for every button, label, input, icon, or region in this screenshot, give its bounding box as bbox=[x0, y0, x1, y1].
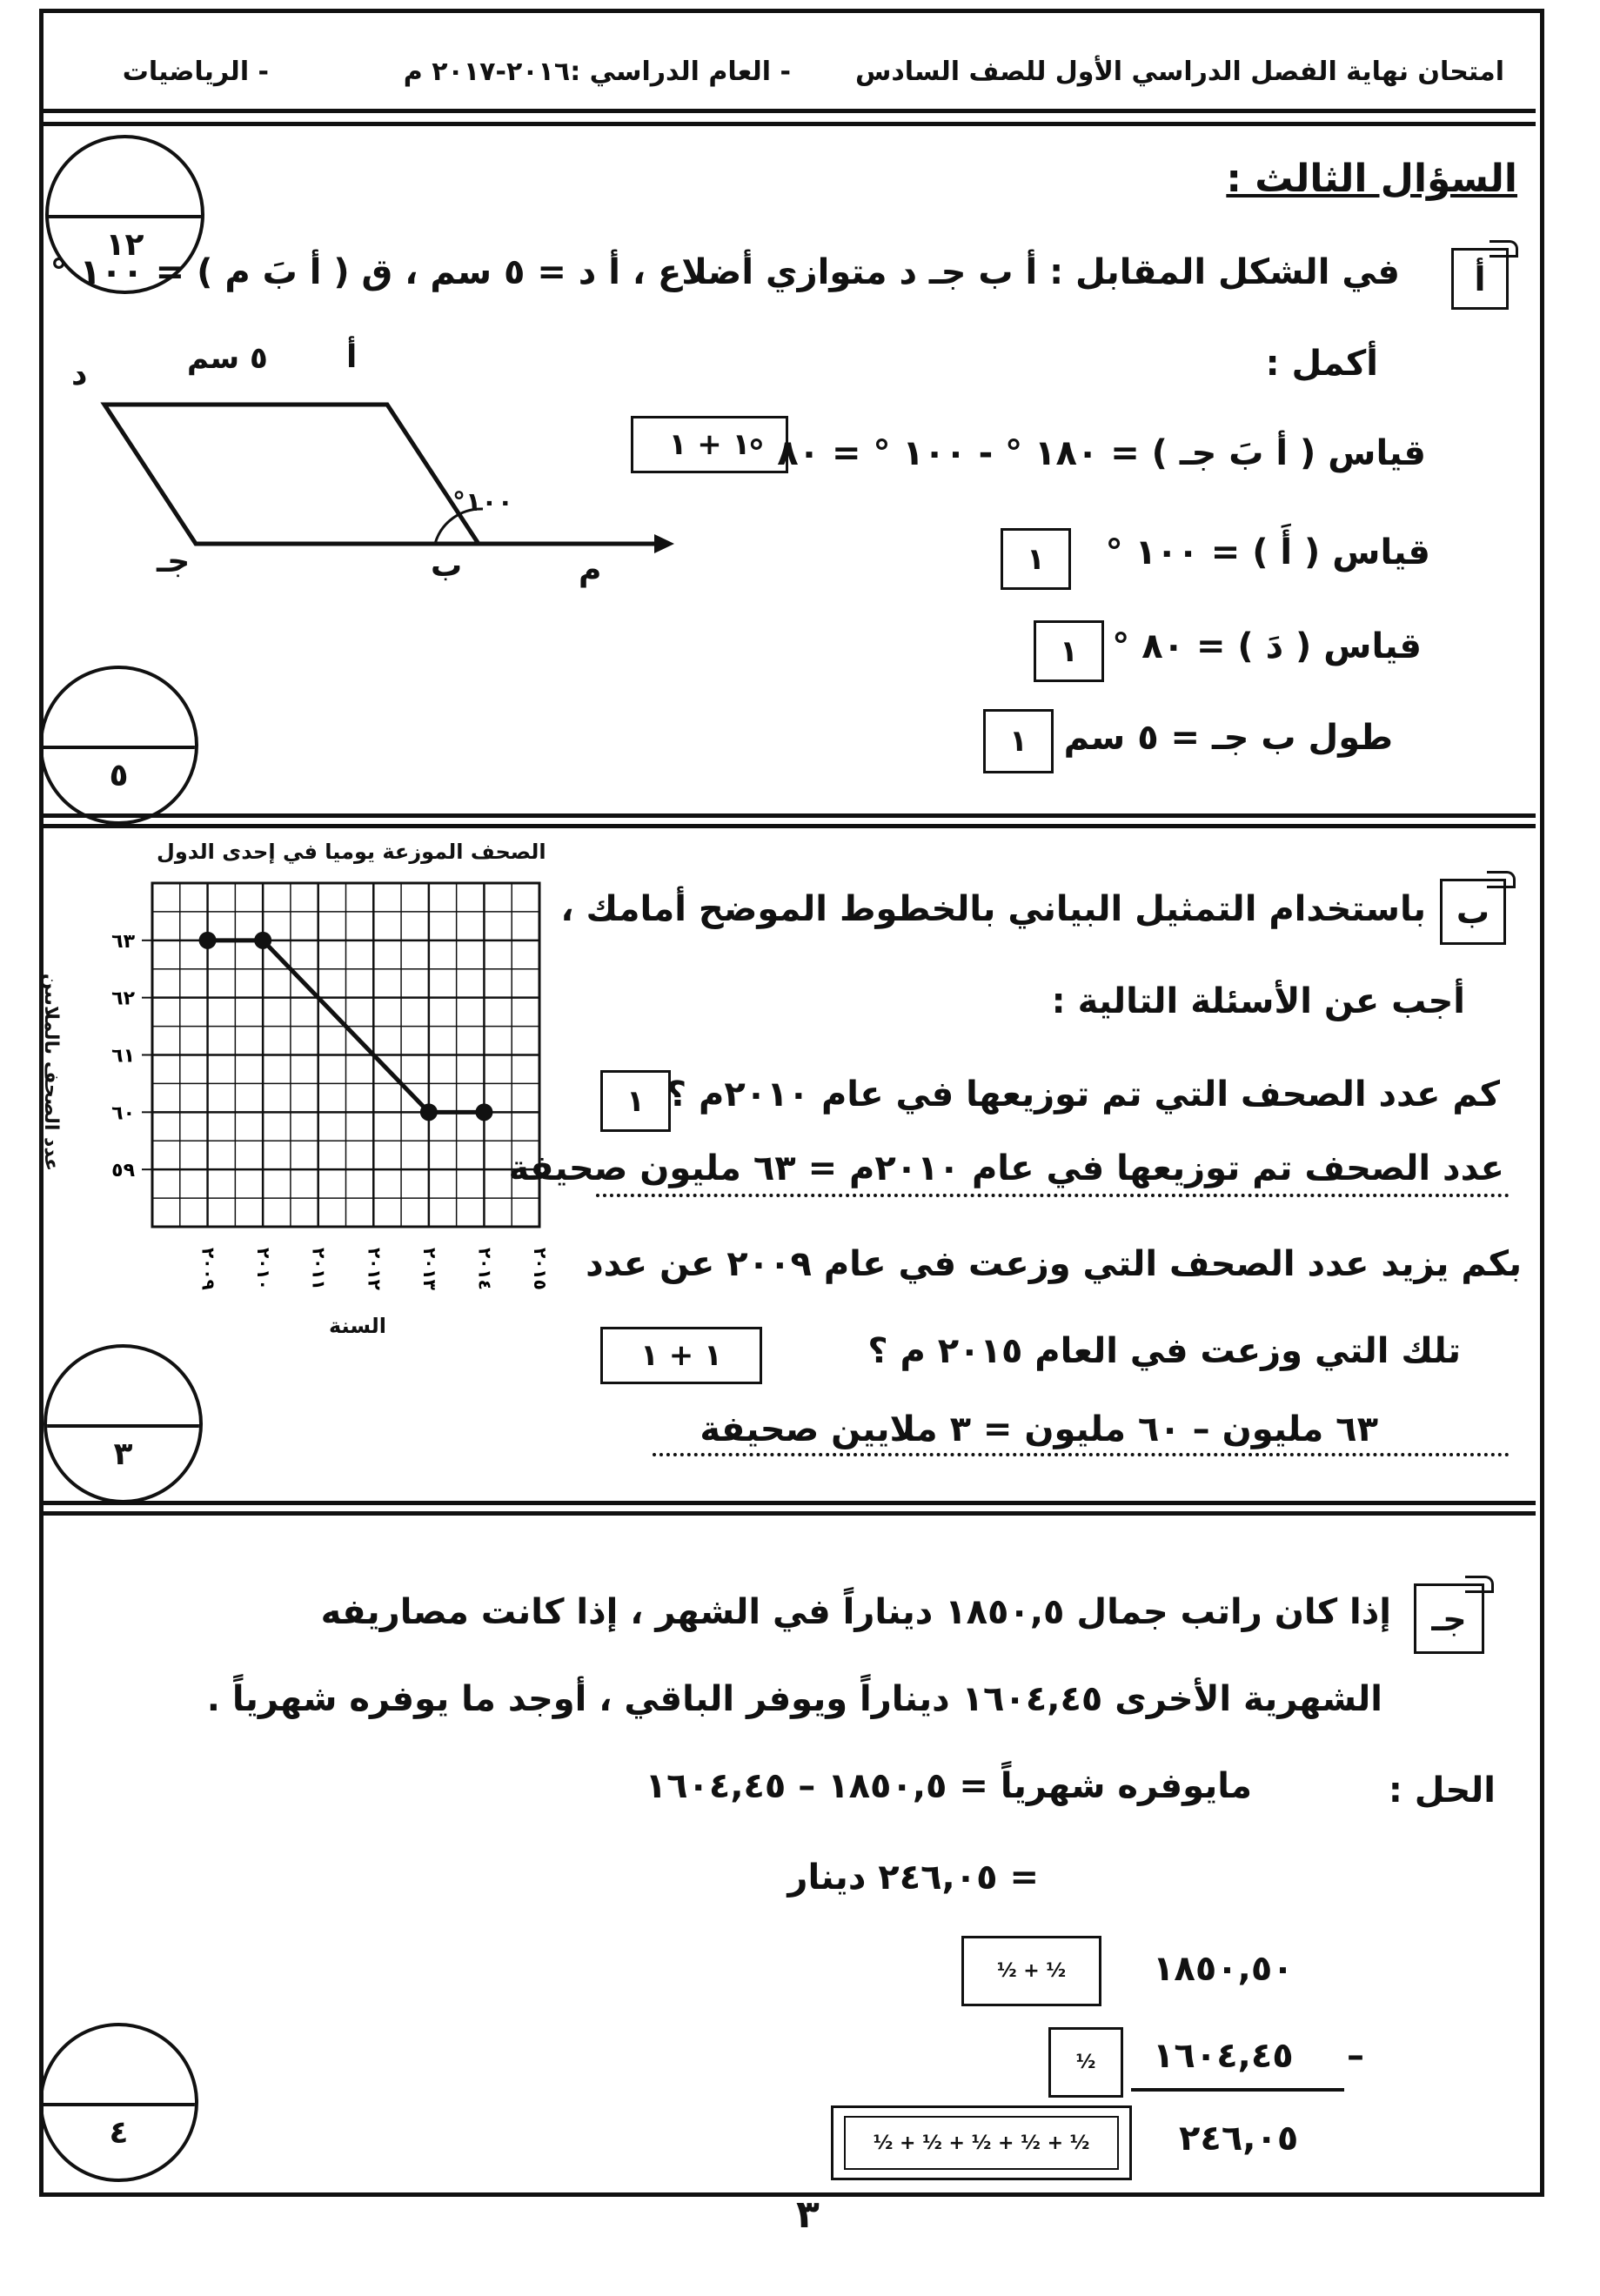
x-tick-label: ٢٠١٤ bbox=[474, 1248, 496, 1290]
data-point bbox=[420, 1103, 438, 1121]
score-c: ٤ bbox=[109, 2114, 129, 2151]
header-divider-2 bbox=[44, 122, 1536, 126]
part-b-q1: كم عدد الصحف التي تم توزيعها في عام ٢٠١٠م ؟ bbox=[666, 1074, 1500, 1115]
marks-box-b2: ١ + ١ bbox=[600, 1327, 762, 1384]
x-tick-label: ٢٠١٥ bbox=[530, 1248, 551, 1290]
x-tick-label: ٢٠١٣ bbox=[418, 1248, 440, 1290]
marks-box-a3: ١ bbox=[1034, 620, 1104, 682]
x-tick-label: ٢٠١٢ bbox=[364, 1248, 385, 1290]
y-tick-label: ٦٢ bbox=[111, 987, 135, 1010]
y-tick-label: ٦٠ bbox=[111, 1102, 135, 1125]
part-c-line1: إذا كان راتب جمال ١٨٥٠,٥ ديناراً في الشهر ، إذا كانت مصاريفه bbox=[320, 1592, 1391, 1632]
chart-x-label: السنة bbox=[329, 1314, 387, 1338]
part-b-q2-line1: بكم يزيد عدد الصحف التي وزعت في عام ٢٠٠٩ عن عدد bbox=[586, 1244, 1522, 1284]
part-a-line3: قياس ( دَ ) = ٨٠ ° bbox=[1112, 626, 1422, 666]
marks-box-a1: ١ + ١ bbox=[631, 416, 788, 473]
part-b-a2: ٦٣ مليون – ٦٠ مليون = ٣ ملايين صحيفة bbox=[700, 1409, 1378, 1449]
score-total: ١٢ bbox=[105, 226, 144, 263]
score-circle-c bbox=[39, 2023, 198, 2182]
calc-row1: ١٨٥٠,٥٠ bbox=[1153, 1949, 1294, 1989]
part-a-line1: قياس ( أ بَ جـ ) = ١٨٠ ° - ١٠٠ ° = ٨٠ ° bbox=[747, 433, 1426, 473]
vertex-d-label: د bbox=[71, 357, 88, 392]
x-tick-label: ٢٠١٠ bbox=[253, 1248, 275, 1290]
line-chart bbox=[52, 861, 574, 1349]
solution-label: الحل : bbox=[1388, 1771, 1496, 1811]
header-exam-title: امتحان نهاية الفصل الدراسي الأول للصف السادس bbox=[854, 57, 1504, 87]
section-divider-b2 bbox=[44, 1511, 1536, 1516]
part-b-label: ب bbox=[1440, 879, 1506, 945]
part-b-intro2: أجب عن الأسئلة التالية : bbox=[1051, 981, 1465, 1021]
vertex-c-label: جـ bbox=[157, 544, 191, 579]
data-point bbox=[475, 1103, 492, 1121]
answer-line-b1 bbox=[596, 1194, 1510, 1197]
marks-box-c1: ½ + ½ bbox=[961, 1936, 1101, 2006]
score-circle-b bbox=[44, 1344, 203, 1503]
page-number: ٣ bbox=[796, 2192, 820, 2237]
subtraction-line bbox=[1131, 2088, 1344, 2092]
header-year: - العام الدراسي :٢٠١٦-٢٠١٧ م bbox=[403, 57, 791, 87]
vertex-a-label: أ bbox=[346, 339, 358, 375]
chart-title: الصحف الموزعة يوميا في إحدى الدول bbox=[157, 840, 546, 864]
calc-row3: ٢٤٦,٠٥ bbox=[1179, 2119, 1299, 2159]
part-a-line2: قياس ( أَ ) = ١٠٠ ° bbox=[1105, 532, 1430, 572]
section-divider-b bbox=[44, 1501, 1536, 1505]
question-title: السؤال الثالث : bbox=[1226, 157, 1517, 201]
part-c-line2: الشهرية الأخرى ١٦٠٤,٤٥ ديناراً ويوفر الباقي ، أوجد ما يوفره شهرياً . bbox=[206, 1679, 1382, 1719]
part-b-intro: باستخدام التمثيل البياني بالخطوط الموضح أمامك ، bbox=[560, 889, 1426, 929]
x-tick-label: ٢٠١١ bbox=[308, 1248, 330, 1290]
part-b-q2-line2: تلك التي وزعت في العام ٢٠١٥ م ؟ bbox=[867, 1331, 1461, 1371]
complete-label: أكمل : bbox=[1265, 344, 1378, 384]
y-tick-label: ٦١ bbox=[111, 1045, 135, 1068]
answer-line-b2 bbox=[653, 1453, 1510, 1456]
minus-sign: – bbox=[1347, 2036, 1364, 2076]
y-tick-label: ٥٩ bbox=[111, 1160, 135, 1182]
part-c-label: جـ bbox=[1414, 1583, 1484, 1654]
parallelogram-shape bbox=[104, 405, 479, 544]
score-a: ٥ bbox=[109, 757, 129, 793]
header-subject: - الرياضيات bbox=[122, 57, 269, 87]
part-a-statement: في الشكل المقابل : أ ب جـ د متوازي أضلاع ، أ د = ٥ سم ، ق ( أ بَ م ) = ١٠٠ ° bbox=[50, 252, 1400, 292]
chart-y-label: عدد الصحف بالملايين bbox=[40, 973, 63, 1172]
section-divider-a2 bbox=[44, 824, 1536, 828]
x-tick-label: ٢٠٠٩ bbox=[197, 1248, 219, 1290]
data-point bbox=[254, 932, 271, 949]
y-tick-label: ٦٣ bbox=[111, 930, 135, 953]
marks-box-a4: ١ bbox=[983, 709, 1054, 773]
score-b: ٣ bbox=[113, 1436, 133, 1472]
marks-box-b1: ١ bbox=[600, 1070, 671, 1132]
header-divider bbox=[44, 109, 1536, 113]
data-point bbox=[199, 932, 217, 949]
part-a-label: أ bbox=[1451, 248, 1509, 310]
calc-row2: ١٦٠٤,٤٥ bbox=[1153, 2036, 1294, 2076]
section-divider-a bbox=[44, 813, 1536, 818]
vertex-m-label: م bbox=[579, 552, 602, 588]
solution-line1: مايوفره شهرياً = ١٨٥٠,٥ – ١٦٠٤,٤٥ bbox=[645, 1766, 1252, 1806]
side-ad-label: ٥ سم bbox=[187, 341, 268, 376]
marks-box-c3: ½ + ½ + ½ + ½ + ½ bbox=[831, 2105, 1132, 2180]
score-circle-a bbox=[39, 666, 198, 825]
part-a-line4: طول ب جـ = ٥ سم bbox=[1063, 718, 1393, 758]
arrow-head bbox=[654, 534, 674, 553]
angle-label: ١٠٠° bbox=[452, 487, 513, 518]
marks-box-a2: ١ bbox=[1001, 528, 1071, 590]
vertex-b-label: ب bbox=[431, 548, 463, 584]
part-b-a1: عدد الصحف تم توزيعها في عام ٢٠١٠م = ٦٣ مليون صحيفة bbox=[508, 1148, 1504, 1188]
marks-box-c2: ½ bbox=[1048, 2027, 1123, 2098]
solution-line2: = ٢٤٦,٠٥ دينار bbox=[787, 1858, 1039, 1898]
